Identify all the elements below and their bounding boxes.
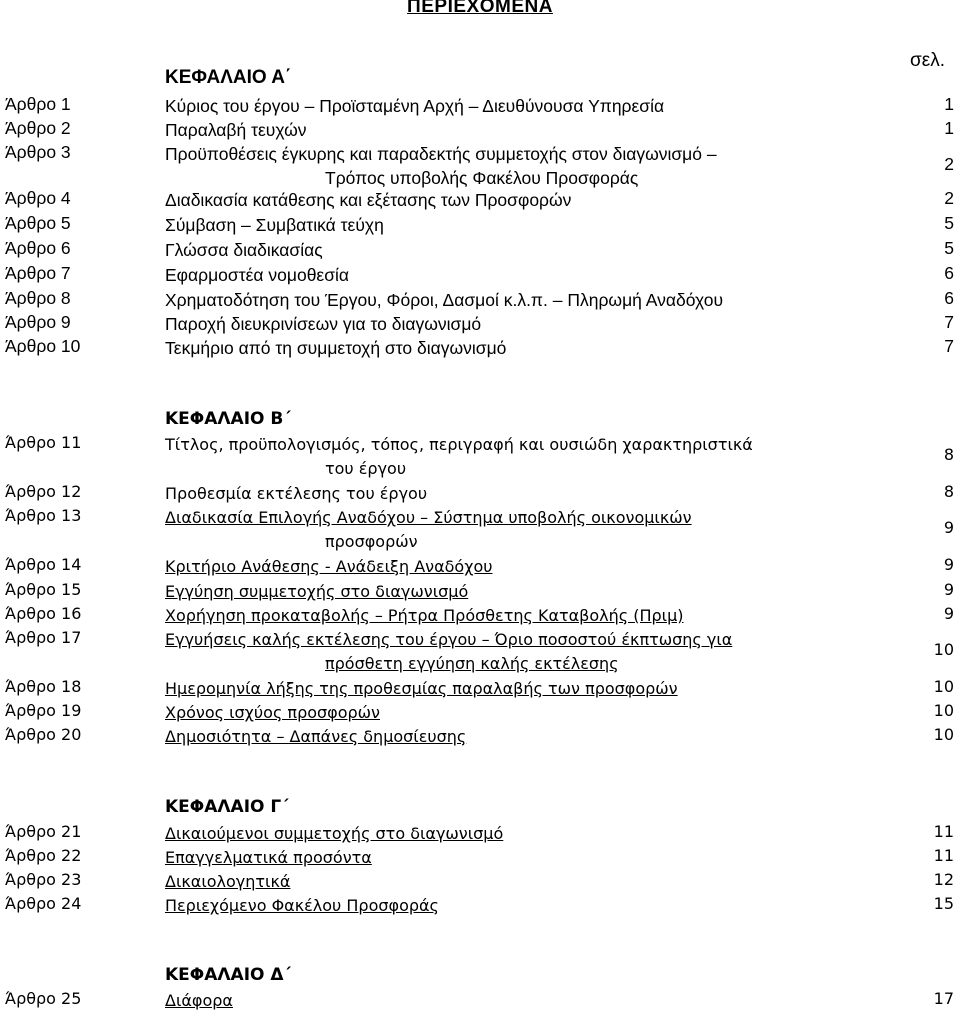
article-title-line2: προσφορών [325,532,418,551]
page-number: 10 [933,677,954,696]
article-title-line2: πρόσθετη εγγύηση καλής εκτέλεσης [325,654,619,673]
toc-row[interactable] [0,628,960,676]
page-number: 9 [943,604,954,623]
page-number: 5 [944,238,954,258]
toc-row[interactable] [0,312,960,336]
article-number: Άρθρο 11 [5,433,82,452]
article-title: Κριτήριο Ανάθεσης - Ανάδειξη Αναδόχου [165,557,493,576]
article-title [165,628,885,676]
chapter-heading: ΚΕΦΑΛΑΙΟ Γ΄ [165,797,289,817]
article-number: Άρθρο 3 [5,142,71,162]
article-title-line1: Τίτλος, προϋπολογισμός, τόπος, περιγραφή και ουσιώδη χαρακτηριστικά [165,435,753,454]
toc-row[interactable] [0,213,960,237]
page-number: 11 [933,822,954,841]
toc-row[interactable] [0,725,960,749]
article-title: Διαδικασία κατάθεσης και εξέτασης των Προσφορών [165,190,572,210]
article-number: Άρθρο 5 [5,213,71,233]
toc-row[interactable] [0,482,960,506]
page-number: 9 [943,555,954,574]
article-number: Άρθρο 8 [5,288,71,308]
page-number: 7 [944,336,954,356]
toc-row[interactable] [0,288,960,312]
toc-row[interactable] [0,846,960,870]
article-title: Παροχή διευκρινίσεων για το διαγωνισμό [165,314,482,334]
toc-row[interactable] [0,506,960,554]
toc-row[interactable] [0,822,960,846]
toc-row[interactable] [0,989,960,1013]
article-title: Δικαιούμενοι συμμετοχής στο διαγωνισμό [165,824,504,843]
article-title [165,142,885,190]
article-number: Άρθρο 6 [5,238,71,258]
article-title: Ημερομηνία λήξης της προθεσμίας παραλαβής των προσφορών [165,679,678,698]
document-title: ΠΕΡΙΕΧΟΜΕΝΑ [407,0,553,17]
toc-row[interactable] [0,142,960,190]
page-number: 7 [944,312,954,332]
page-number: 8 [943,445,954,464]
article-title-line1: Εγγυήσεις καλής εκτέλεσης του έργου – Όριο ποσοστού έκπτωσης για [165,630,733,649]
article-title: Περιεχόμενο Φακέλου Προσφοράς [165,896,439,915]
toc-row[interactable] [0,433,960,481]
chapter-heading: ΚΕΦΑΛΑΙΟ Α΄ [165,67,292,88]
page-number: 12 [933,870,954,889]
page-number: 2 [944,154,954,174]
toc-row[interactable] [0,677,960,701]
chapter-heading: ΚΕΦΑΛΑΙΟ Δ΄ [165,965,292,985]
page-number: 6 [944,263,954,283]
article-title [165,506,885,554]
article-title: Γλώσσα διαδικασίας [165,240,323,260]
article-title [165,433,885,481]
article-title: Τεκμήριο από τη συμμετοχή στο διαγωνισμό [165,338,507,358]
toc-row[interactable] [0,701,960,725]
article-title: Χορήγηση προκαταβολής – Ρήτρα Πρόσθετης Καταβολής (Πριμ) [165,606,684,625]
toc-row[interactable] [0,238,960,262]
article-title: Χρηματοδότηση του Έργου, Φόροι, Δασμοί κ.λ.π. – Πληρωμή Αναδόχου [165,290,724,310]
article-title: Χρόνος ισχύος προσφορών [165,703,380,722]
chapter-heading: ΚΕΦΑΛΑΙΟ Β΄ [165,409,291,429]
article-title-line2: του έργου [325,459,407,478]
article-title: Δημοσιότητα – Δαπάνες δημοσίευσης [165,727,467,746]
article-number: Άρθρο 12 [5,482,82,501]
article-title: Προθεσμία εκτέλεσης του έργου [165,484,428,503]
article-number: Άρθρο 25 [5,989,82,1008]
article-title: Διάφορα [165,991,233,1010]
article-number: Άρθρο 14 [5,555,82,574]
article-number: Άρθρο 19 [5,701,82,720]
page-number: 15 [933,894,954,913]
article-title: Εφαρμοστέα νομοθεσία [165,265,350,285]
article-number: Άρθρο 24 [5,894,82,913]
page-number: 2 [944,188,954,208]
article-title: Κύριος του έργου – Προϊσταμένη Αρχή – Διευθύνουσα Υπηρεσία [165,96,665,116]
article-title: Σύμβαση – Συμβατικά τεύχη [165,215,384,235]
page-number: 5 [944,213,954,233]
article-number: Άρθρο 15 [5,580,82,599]
article-title-line1: Προϋποθέσεις έγκυρης και παραδεκτής συμμετοχής στον διαγωνισμό – [165,144,717,164]
toc-row[interactable] [0,118,960,142]
page-number: 1 [944,94,954,114]
page-number: 9 [943,580,954,599]
toc-row[interactable] [0,894,960,918]
page-number: 10 [933,640,954,659]
toc-row[interactable] [0,188,960,212]
toc-row[interactable] [0,604,960,628]
article-number: Άρθρο 2 [5,118,71,138]
page-number: 10 [933,701,954,720]
article-title: Εγγύηση συμμετοχής στο διαγωνισμό [165,582,469,601]
page-number: 10 [933,725,954,744]
article-number: Άρθρο 4 [5,188,71,208]
toc-row[interactable] [0,263,960,287]
article-title: Επαγγελματικά προσόντα [165,848,372,867]
toc-row[interactable] [0,870,960,894]
toc-row[interactable] [0,94,960,118]
page-number: 11 [933,846,954,865]
article-number: Άρθρο 20 [5,725,82,744]
article-number: Άρθρο 17 [5,628,82,647]
article-number: Άρθρο 9 [5,312,71,332]
article-number: Άρθρο 7 [5,263,71,283]
page-number: 6 [944,288,954,308]
article-number: Άρθρο 13 [5,506,82,525]
page-number: 8 [943,482,954,501]
article-title-line1: Διαδικασία Επιλογής Αναδόχου – Σύστημα υποβολής οικονομικών [165,508,692,527]
page-number: 1 [944,118,954,138]
article-title: Παραλαβή τευχών [165,120,307,140]
article-number: Άρθρο 16 [5,604,82,623]
article-number: Άρθρο 21 [5,822,82,841]
toc-row[interactable] [0,555,960,579]
article-title-line2: Τρόπος υποβολής Φακέλου Προσφοράς [325,168,639,188]
toc-row[interactable] [0,580,960,604]
article-number: Άρθρο 23 [5,870,82,889]
page-column-label: σελ. [910,50,945,71]
toc-row[interactable] [0,336,960,360]
article-number: Άρθρο 10 [5,336,81,356]
page-number: 17 [933,989,954,1008]
article-number: Άρθρο 1 [5,94,71,114]
article-number: Άρθρο 18 [5,677,82,696]
article-title: Δικαιολογητικά [165,872,291,891]
article-number: Άρθρο 22 [5,846,82,865]
page-number: 9 [943,518,954,537]
